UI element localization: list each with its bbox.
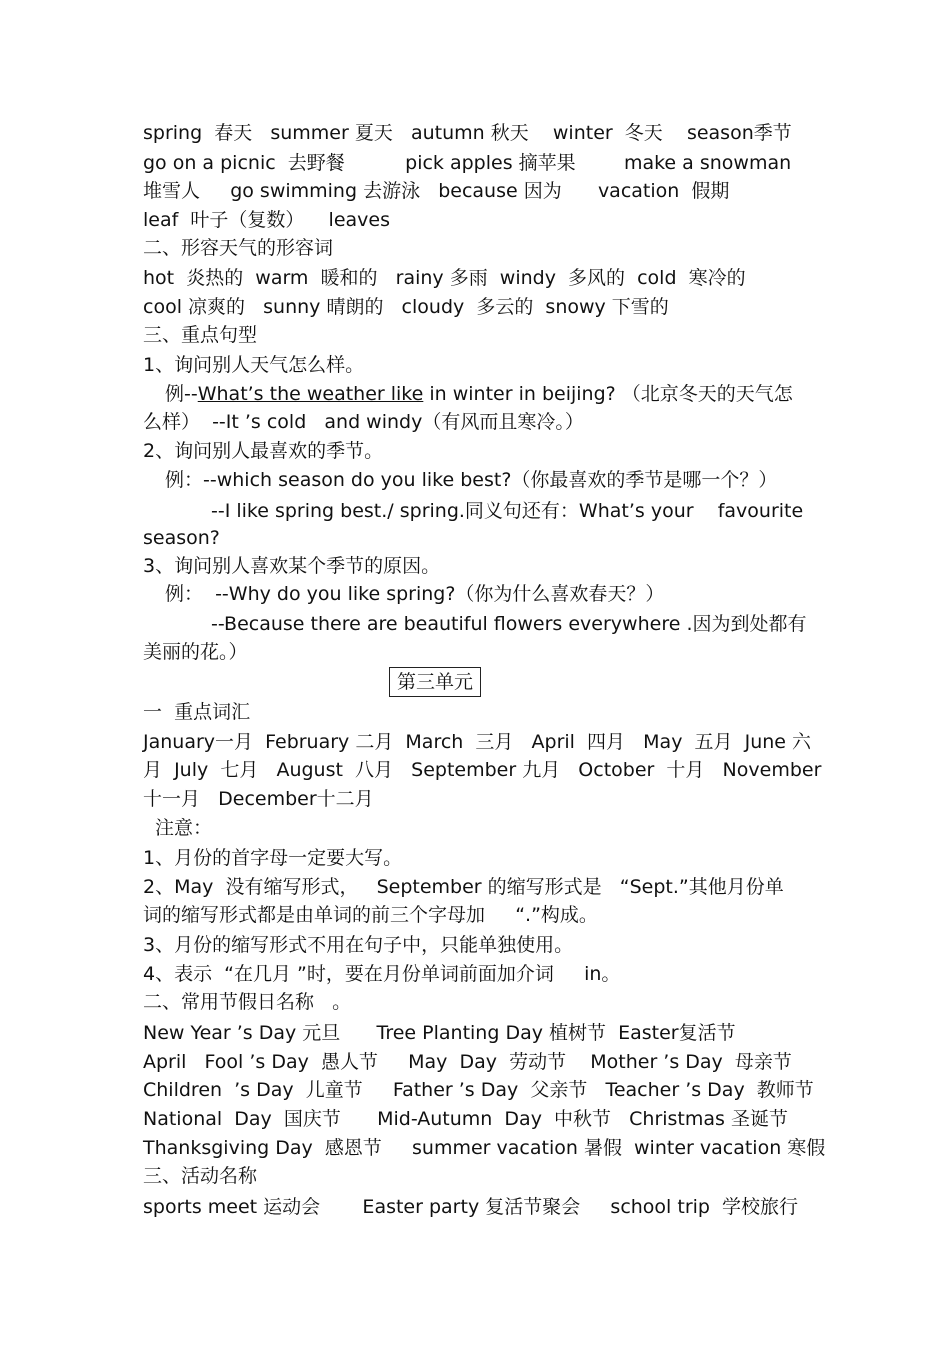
heading-holidays: 二、常用节假日名称 。 (143, 991, 352, 1013)
example-rest: in winter in beijing? （北京冬天的天气怎 (423, 383, 793, 405)
line-seasons: spring 春天 summer 夏天 autumn 秋天 winter 冬天 season季节 (143, 122, 792, 144)
line-months-3: 十一月 December十二月 (143, 788, 374, 810)
line-holidays-4: National Day 国庆节 Mid-Autumn Day 中秋节 Christmas 圣诞节 (143, 1108, 788, 1130)
line-reason-answer: --Because there are beautiful flowers everywhere .因为到处都有 (211, 613, 807, 635)
heading-weather-adjectives: 二、形容天气的形容词 (143, 237, 334, 259)
line-season-answer: --I like spring best./ spring.同义句还有：What’s your favourite (211, 500, 804, 522)
line-weather-example (165, 381, 793, 407)
line-ask-season: 2、询问别人最喜欢的季节。 (143, 440, 384, 462)
line-reason-cont: 美丽的花。） (143, 641, 248, 663)
line-ask-reason: 3、询问别人喜欢某个季节的原因。 (143, 555, 441, 577)
line-note-2: 2、May 没有缩写形式， September 的缩写形式是 “Sept.”其他月份单 (143, 876, 784, 898)
line-weather-2: cool 凉爽的 sunny 晴朗的 cloudy 多云的 snowy 下雪的 (143, 296, 669, 318)
line-holidays-3: Children ’s Day 儿童节 Father ’s Day 父亲节 Teacher ’s Day 教师节 (143, 1079, 814, 1101)
line-season-cont: season? (143, 527, 220, 549)
line-activity-names: sports meet 运动会 Easter party 复活节聚会 school trip 学校旅行 (143, 1196, 799, 1218)
example-prefix: 例-- (165, 383, 198, 405)
line-weather-1: hot 炎热的 warm 暖和的 rainy 多雨 windy 多风的 cold 寒冷的 (143, 267, 746, 289)
line-reason-example: 例： --Why do you like spring?（你为什么喜欢春天？） (165, 583, 665, 605)
line-ask-weather: 1、询问别人天气怎么样。 (143, 354, 365, 376)
heading-activity-names: 三、活动名称 (143, 1165, 258, 1187)
line-holidays-1: New Year ’s Day 元旦 Tree Planting Day 植树节 Easter复活节 (143, 1022, 736, 1044)
line-note-2-cont: 词的缩写形式都是由单词的前三个字母加 “.”构成。 (143, 904, 598, 926)
line-note-3: 3、月份的缩写形式不用在句子中，只能单独使用。 (143, 934, 574, 956)
line-weather-answer: 么样） --It ’s cold and windy（有风而且寒冷。） (143, 411, 584, 433)
unit-three-title: 第三单元 (389, 667, 481, 697)
line-activities-2: 堆雪人 go swimming 去游泳 because 因为 vacation 假期 (143, 180, 730, 202)
line-leaf: leaf 叶子（复数） leaves (143, 209, 390, 231)
line-holidays-2: April Fool ’s Day 愚人节 May Day 劳动节 Mother ’s Day 母亲节 (143, 1051, 792, 1073)
line-activities-1: go on a picnic 去野餐 pick apples 摘苹果 make a snowman (143, 152, 792, 174)
example-underlined: What’s the weather like (197, 383, 424, 405)
line-months-1: January一月 February 二月 March 三月 April 四月 May 五月 June 六 (143, 731, 812, 753)
line-months-2: 月 July 七月 August 八月 September 九月 October 十月 November (143, 759, 822, 781)
line-note-1: 1、月份的首字母一定要大写。 (143, 847, 403, 869)
heading-key-vocab: 一 重点词汇 (143, 701, 251, 723)
line-season-example: 例：--which season do you like best?（你最喜欢的季节是哪一个？） (165, 469, 778, 491)
line-holidays-5: Thanksgiving Day 感恩节 summer vacation 暑假 winter vacation 寒假 (143, 1137, 826, 1159)
line-note: 注意： (155, 817, 213, 839)
heading-key-sentences: 三、重点句型 (143, 324, 258, 346)
line-note-4: 4、表示 “在几月 ”时，要在月份单词前面加介词 in。 (143, 963, 621, 985)
